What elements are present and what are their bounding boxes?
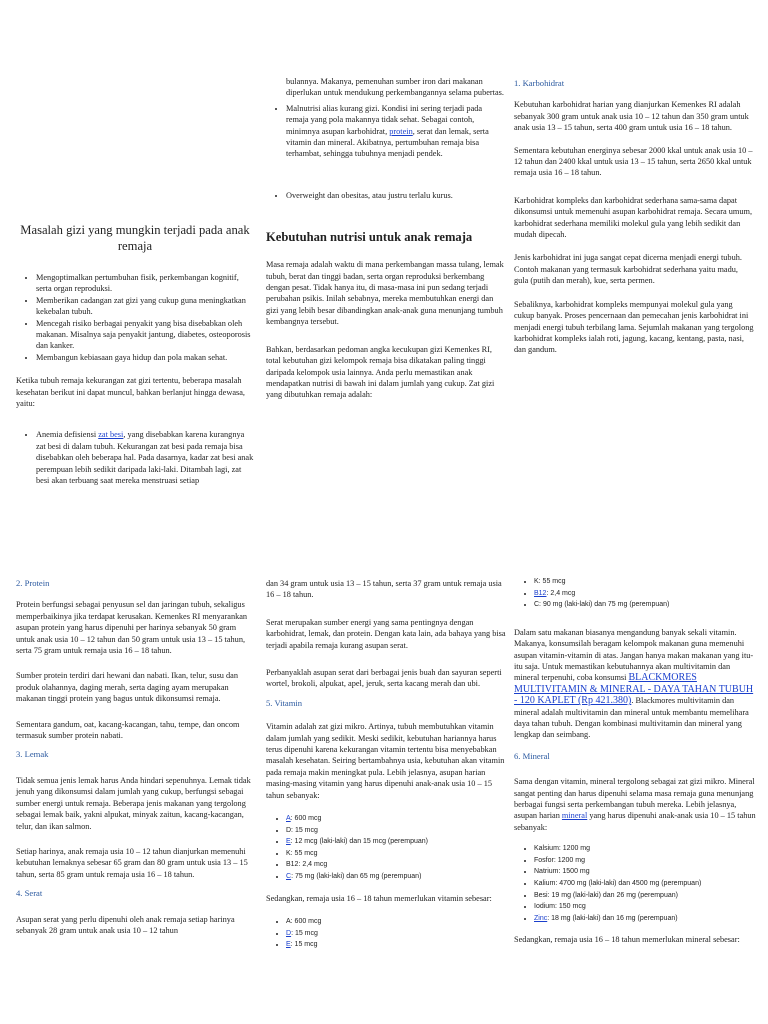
list-item-continued: bulannya. Makanya, pemenuhan sumber iron dari makanan diperlukan untuk mendukung perkembangannya selama pubertas. [286, 77, 504, 98]
paragraph: Vitamin adalah zat gizi mikro. Artinya, tubuh membutuhkan vitamin dalam jumlah yang sedikit. Meski sedikit, kebutuhan hariannya harus terus dipenuhi karena kekurangan vitamin tertentu bisa menyebabkan masalah kesehatan. Seiring bertambahnya usia, kebutuhan akan vitamin pada remaja makin meningkat pula. Lebih jelasnya, asupan harian masing-masing vitamin yang harus dipenuhi anak-anak usia 10 – 15 tahun sebanyak: [266, 722, 505, 800]
list-item: • Zinc: 18 mg (laki-laki) dan 16 mg (perempuan) [534, 913, 756, 925]
vitamin-list-10-15 [266, 813, 506, 883]
list-item: • B12: 2,4 mcg [286, 859, 506, 871]
section-title-protein: 2. Protein [16, 578, 50, 588]
bullet-list-malnutrisi [266, 103, 506, 201]
col3-bottom [514, 576, 756, 946]
list-item: • C: 75 mg (laki-laki) dan 65 mg (perempuan) [286, 871, 506, 883]
link-zat-besi[interactable]: zat besi [98, 430, 124, 440]
section-title-serat: 4. Serat [16, 888, 43, 899]
list-item-malnutrisi: • Malnutrisi alias kurang gizi. Kondisi ini sering terjadi pada remaja yang pola makannya tidak sehat. Sebagai contoh, minimnya asupan karbohidrat, protein, serat dan lemak, serta vitamin dan mineral. Akibatnya, pertumbuhan remaja bisa terhambat, sehingga tubuhnya menjadi pendek. [286, 103, 506, 160]
paragraph: Tidak semua jenis lemak harus Anda hindari sepenuhnya. Lemak tidak jenuh yang dikonsumsi dalam jumlah yang cukup, berfungsi sebagai sumber energi untuk remaja. Beberapa jenis makanan yang tergolong sebagai lemak baik, yakni alpukat, minyak zaitun, kacang-kacangan, telur, dan ikan salmon. [16, 775, 251, 831]
paragraph: Protein berfungsi sebagai penyusun sel dan jaringan tubuh, sekaligus memperbaikinya jika terdapat kerusakan. Kemenkes RI menyarankan asupan protein yang harus dipenuhi per harinya sebanyak 50 gram untuk anak usia 10 – 12 tahun dan 50 gram untuk usia 13 – 15 tahun, serta 75 gram untuk remaja usia 16 – 18 tahun. [16, 600, 248, 656]
paragraph: Sedangkan, remaja usia 16 – 18 tahun memerlukan mineral sebesar: [514, 935, 740, 945]
list-item: • Membangun kebiasaan gaya hidup dan pola makan sehat. [36, 352, 254, 363]
paragraph: dan 34 gram untuk usia 13 – 15 tahun, serta 37 gram untuk remaja usia 16 – 18 tahun. [266, 579, 502, 600]
list-item: • Memberikan cadangan zat gizi yang cukup guna meningkatkan kekebalan tubuh. [36, 295, 254, 318]
paragraph-blackmores: Dalam satu makanan biasanya mengandung banyak sekali vitamin. Makanya, konsumsilah beragam kelompok makanan guna memenuhi asupan vitamin-vitamin di atas. Jangan hanya makan makanan yang itu-itu saja. Untuk memastikan kebutuhannya akan multivitamin dan mineral terpenuhi, coba konsumsi BLACKMORES MULTIVITAMIN & MINERAL - DAYA TAHAN TUBUH - 120 KAPLET (Rp 421.380). Blackmores multivitamin dan mineral adalah multivitamin dan mineral untuk membantu memelihara daya tahan tubuh. Dengan kombinasi multivitamin dan mineral yang lengkap dan seimbang. [514, 627, 754, 740]
col1-bottom [16, 578, 256, 947]
link-vitamin-a[interactable]: A [286, 815, 291, 823]
list-item: • Mencegah risiko berbagai penyakit yang bisa disebabkan oleh makanan. Misalnya saja penyakit jantung, diabetes, osteoporosis dan kanker. [36, 318, 254, 352]
link-vitamin-c[interactable]: C [286, 873, 292, 881]
col2-top [266, 76, 506, 412]
bullet-list-problems-cont [266, 76, 506, 99]
paragraph: Setiap harinya, anak remaja usia 10 – 12 tahun dianjurkan memenuhi kebutuhan lemaknya sebesar 65 gram dan 80 gram untuk usia 13 – 15 tahun, serta 85 gram untuk remaja usia 16 – 18 tahun. [16, 846, 248, 879]
vitamin-list-16-18 [266, 916, 506, 951]
col1-top [16, 222, 254, 487]
section-title-karbohidrat: 1. Karbohidrat [514, 78, 565, 88]
list-item: • Iodium: 150 mcg [534, 901, 756, 913]
paragraph: Serat merupakan sumber energi yang sama pentingnya dengan karbohidrat, lemak, dan protein. Dengan kata lain, ada bahaya yang bisa terjadi apabila remaja kurang asupan serat. [266, 617, 506, 650]
bullet-list-problems [16, 429, 254, 486]
paragraph: Kebutuhan karbohidrat harian yang dianjurkan Kemenkes RI adalah sebanyak 300 gram untuk anak usia 10 – 12 tahun dan 350 gram untuk anak usia 13 – 15 tahun, serta 400 gram untuk usia 16 – 18 tahun. [514, 100, 749, 133]
col3-top [514, 78, 754, 367]
list-item: • E: 12 mcg (laki-laki) dan 15 mcg (perempuan) [286, 836, 506, 848]
paragraph: Karbohidrat kompleks dan karbohidrat sederhana sama-sama dapat dikonsumsi untuk memenuhi asupan karbohidrat remaja. Secara umum, karbohidrat sederhana memiliki molekul gula yang lebih sedikit dan mudah dipecah. [514, 195, 753, 240]
link-vitamin-e[interactable]: E [286, 941, 291, 949]
mineral-list [514, 843, 756, 924]
list-item: • Mengoptimalkan pertumbuhan fisik, perkembangan kognitif, serta organ reproduksi. [36, 272, 254, 295]
link-vitamin-b12[interactable]: B12 [534, 589, 547, 597]
link-vitamin-d[interactable]: D [286, 929, 292, 937]
paragraph: Sementara gandum, oat, kacang-kacangan, tahu, tempe, dan oncom termasuk sumber protein nabati. [16, 719, 240, 741]
bullet-list-benefits [16, 272, 254, 363]
list-item-overweight: • Overweight dan obesitas, atau justru terlalu kurus. [286, 190, 506, 201]
list-item: • K: 55 mcg [286, 848, 506, 860]
paragraph: Perbanyaklah asupan serat dari berbagai jenis buah dan sayuran seperti wortel, brokoli, alpukat, apel, jeruk, serta kacang merah dan ubi. [266, 668, 502, 689]
paragraph: Sumber protein terdiri dari hewani dan nabati. Ikan, telur, susu dan produk olahannya, daging merah, serta daging ayam merupakan makanan tinggi protein yang bagus untuk dikonsumsi remaja. [16, 671, 239, 704]
list-item: • D: 15 mcg [286, 825, 506, 837]
heading-masalah-gizi: Masalah gizi yang mungkin terjadi pada anak remaja [20, 223, 250, 253]
section-title-lemak: 3. Lemak [16, 749, 49, 760]
section-title-vitamin: 5. Vitamin [266, 697, 303, 708]
list-item: • B12: 2,4 mcg [534, 588, 756, 600]
link-zinc[interactable]: Zinc [534, 914, 548, 922]
list-item: • E: 15 mcg [286, 939, 506, 951]
section-title-mineral: 6. Mineral [514, 750, 550, 761]
list-item: • Kalsium: 1200 mg [534, 843, 756, 855]
list-item-anemia: • Anemia defisiensi zat besi, yang disebabkan karena kurangnya zat besi di dalam tubuh. Kekurangan zat besi pada remaja bisa disebabkan oleh beberapa hal. Pada dasarnya, kadar zat besi anak perempuan lebih sedikit daripada laki-laki. Ditambah lagi, zat besi akan terbuang saat mereka menstruasi setiap [36, 429, 254, 486]
col2-bottom [266, 578, 506, 951]
list-item: • A: 600 mcg [286, 916, 506, 928]
list-item: • A: 600 mcg [286, 813, 506, 825]
link-protein[interactable]: protein [389, 126, 413, 136]
list-item: • Kalium: 4700 mg (laki-laki) dan 4500 mg (perempuan) [534, 878, 756, 890]
list-item: • Natrium: 1500 mg [534, 866, 756, 878]
link-mineral[interactable]: mineral [561, 811, 588, 821]
link-vitamin-e[interactable]: E [286, 838, 291, 846]
paragraph: Masa remaja adalah waktu di mana perkembangan massa tulang, lemak tubuh, berat dan tinggi badan, serta organ reproduksi berkembang dengan pesat. Tidak hanya itu, di masa-masa ini pun sedang terjadi perubahan psikis. Inilah sebabnya, mereka membutuhkan energi dan gizi yang lebih besar dibandingkan anak-anak guna menunjang tumbuh kembangnya tersebut. [266, 260, 504, 327]
list-item: • Besi: 19 mg (laki-laki) dan 26 mg (perempuan) [534, 890, 756, 902]
paragraph: Bahkan, berdasarkan pedoman angka kecukupan gizi Kemenkes RI, total kebutuhan gizi kelompok remaja bisa dikatakan paling tinggi daripada kelompok usia lainnya. Anda perlu memastikan anak mendapatkan nutrisi di bawah ini dalam jumlah yang cukup. Zat gizi yang dibutuhkan remaja adalah: [266, 344, 495, 400]
paragraph: Sama dengan vitamin, mineral tergolong sebagai zat gizi mikro. Mineral sangat penting dan harus dipenuhi selama masa remaja guna menunjang berbagai fungsi serta perkembangan tubuh mereka. Lebih jelasnya, asupan harian mineral yang harus dipenuhi anak-anak usia 10 – 15 tahun sebanyak: [514, 777, 756, 832]
list-item: • K: 55 mcg [534, 576, 756, 588]
link-blackmores-product[interactable]: BLACKMORES MULTIVITAMIN & MINERAL - DAYA TAHAN TUBUH - 120 KAPLET (Rp 421.380) [514, 672, 754, 707]
list-item: • D: 15 mcg [286, 928, 506, 940]
list-item: • Fosfor: 1200 mg [534, 855, 756, 867]
heading-kebutuhan-nutrisi: Kebutuhan nutrisi untuk anak remaja [266, 230, 473, 245]
vitamin-list-16-18-cont [514, 576, 756, 611]
paragraph: Sementara kebutuhan energinya sebesar 2000 kkal untuk anak usia 10 – 12 tahun dan 2400 kkal untuk usia 13 – 15 tahun, serta 2650 kkal untuk remaja usia 16 – 18 tahun. [514, 145, 753, 178]
paragraph: Sedangkan, remaja usia 16 – 18 tahun memerlukan vitamin sebesar: [266, 893, 492, 903]
paragraph: Sebaliknya, karbohidrat kompleks mempunyai molekul gula yang cukup banyak. Proses pencernaan dan pemecahan jenis karbohidrat ini menjadi energi tubuh terbilang lama. Sejumlah makanan yang tergolong karbohidrat kompleks ialah roti, jagung, kacang, kentang, pasta, nasi, dan gandum. [514, 299, 754, 355]
paragraph: Asupan serat yang perlu dipenuhi oleh anak remaja setiap harinya sebanyak 28 gram untuk anak usia 10 – 12 tahun [16, 914, 235, 935]
paragraph-intro: Ketika tubuh remaja kekurangan zat gizi tertentu, beberapa masalah kesehatan berikut ini dapat muncul, bahkan berlanjut hingga dewasa, yaitu: [16, 376, 246, 409]
list-item: • C: 90 mg (laki-laki) dan 75 mg (perempuan) [534, 599, 756, 611]
paragraph: Jenis karbohidrat ini juga sangat cepat dicerna menjadi energi tubuh. Contoh makanan yang termasuk karbohidrat sederhana yaitu madu, gula (putih dan merah), kue, serta permen. [514, 253, 742, 286]
